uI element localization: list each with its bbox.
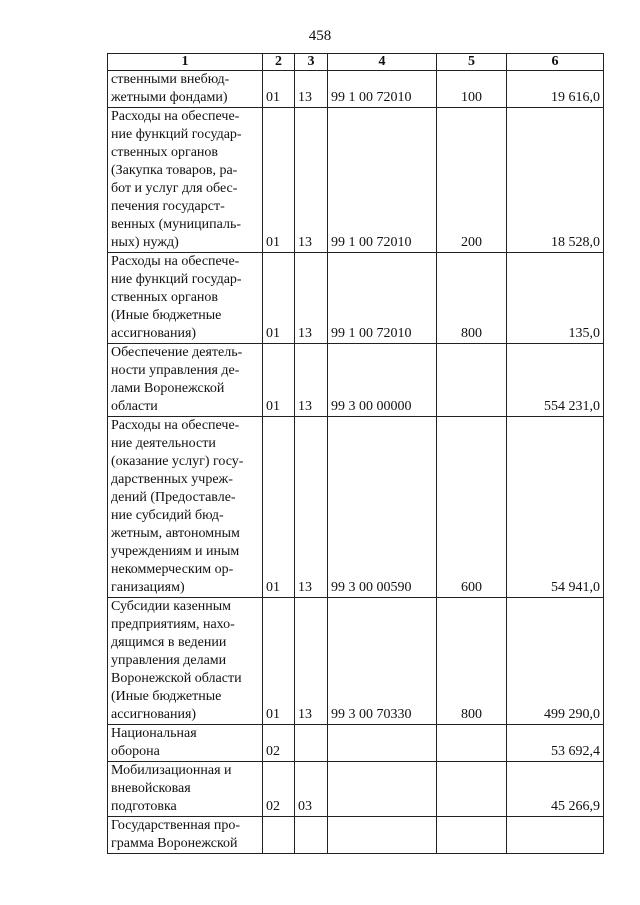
table-row	[108, 417, 604, 598]
column-header-6: 6	[507, 54, 604, 71]
row-article: 99 3 00 00590	[328, 417, 437, 598]
row-subsection: 13	[295, 344, 328, 417]
row-sum: 19 616,0	[507, 71, 604, 108]
row-name: ственными внебюд- жетными фондами)	[108, 71, 263, 108]
column-header-2: 2	[263, 54, 295, 71]
row-section: 01	[263, 253, 295, 344]
row-expense-type: 800	[437, 598, 507, 725]
row-expense-type: 100	[437, 71, 507, 108]
column-header-4: 4	[328, 54, 437, 71]
row-section: 02	[263, 725, 295, 762]
row-name: Национальная оборона	[108, 725, 263, 762]
row-subsection: 13	[295, 108, 328, 253]
row-section: 01	[263, 344, 295, 417]
row-article: 99 1 00 72010	[328, 253, 437, 344]
row-sum: 53 692,4	[507, 725, 604, 762]
row-subsection: 13	[295, 598, 328, 725]
row-sum: 499 290,0	[507, 598, 604, 725]
column-header-1: 1	[108, 54, 263, 71]
row-subsection: 13	[295, 71, 328, 108]
row-article: 99 3 00 00000	[328, 344, 437, 417]
row-section	[263, 817, 295, 854]
row-article	[328, 725, 437, 762]
table-row	[108, 725, 604, 762]
row-name: Расходы на обеспече- ние функций государ- ственных органов (Закупка товаров, ра- бот и услуг для обес- печения государст- венных (муниципаль- ных) нужд)	[108, 108, 263, 253]
row-expense-type	[437, 344, 507, 417]
table-row	[108, 253, 604, 344]
row-subsection	[295, 817, 328, 854]
table-row	[108, 344, 604, 417]
column-header-3: 3	[295, 54, 328, 71]
row-name: Расходы на обеспече- ние функций государ- ственных органов (Иные бюджетные ассигнования)	[108, 253, 263, 344]
row-article: 99 1 00 72010	[328, 71, 437, 108]
row-section: 01	[263, 71, 295, 108]
row-subsection: 13	[295, 253, 328, 344]
table-row	[108, 71, 604, 108]
page-number: 458	[308, 28, 332, 44]
row-subsection: 13	[295, 417, 328, 598]
row-expense-type: 200	[437, 108, 507, 253]
row-sum: 45 266,9	[507, 762, 604, 817]
column-header-5: 5	[437, 54, 507, 71]
row-name: Субсидии казенным предприятиям, нахо- дящимся в ведении управления делами Воронежской области (Иные бюджетные ассигнования)	[108, 598, 263, 725]
row-sum: 554 231,0	[507, 344, 604, 417]
row-section: 01	[263, 108, 295, 253]
table-row	[108, 108, 604, 253]
row-sum: 135,0	[507, 253, 604, 344]
row-article: 99 3 00 70330	[328, 598, 437, 725]
row-section: 01	[263, 598, 295, 725]
row-sum: 18 528,0	[507, 108, 604, 253]
row-article	[328, 762, 437, 817]
row-article: 99 1 00 72010	[328, 108, 437, 253]
row-expense-type: 800	[437, 253, 507, 344]
row-section: 02	[263, 762, 295, 817]
row-expense-type	[437, 762, 507, 817]
row-article	[328, 817, 437, 854]
table-header-row	[108, 54, 604, 71]
table-row	[108, 762, 604, 817]
row-sum: 54 941,0	[507, 417, 604, 598]
row-section: 01	[263, 417, 295, 598]
row-expense-type	[437, 817, 507, 854]
row-sum	[507, 817, 604, 854]
budget-table	[107, 53, 604, 854]
row-name: Расходы на обеспече- ние деятельности (оказание услуг) госу- дарственных учреж- дений (Предоставле- ние субсидий бюд- жетным, автономным учреждениям и иным некоммерческим ор- ганизациям)	[108, 417, 263, 598]
row-expense-type: 600	[437, 417, 507, 598]
row-name: Государственная про- грамма Воронежской	[108, 817, 263, 854]
row-name: Обеспечение деятель- ности управления де- лами Воронежской области	[108, 344, 263, 417]
row-subsection	[295, 725, 328, 762]
row-subsection: 03	[295, 762, 328, 817]
row-name: Мобилизационная и вневойсковая подготовка	[108, 762, 263, 817]
row-expense-type	[437, 725, 507, 762]
table-row	[108, 817, 604, 854]
table-row	[108, 598, 604, 725]
